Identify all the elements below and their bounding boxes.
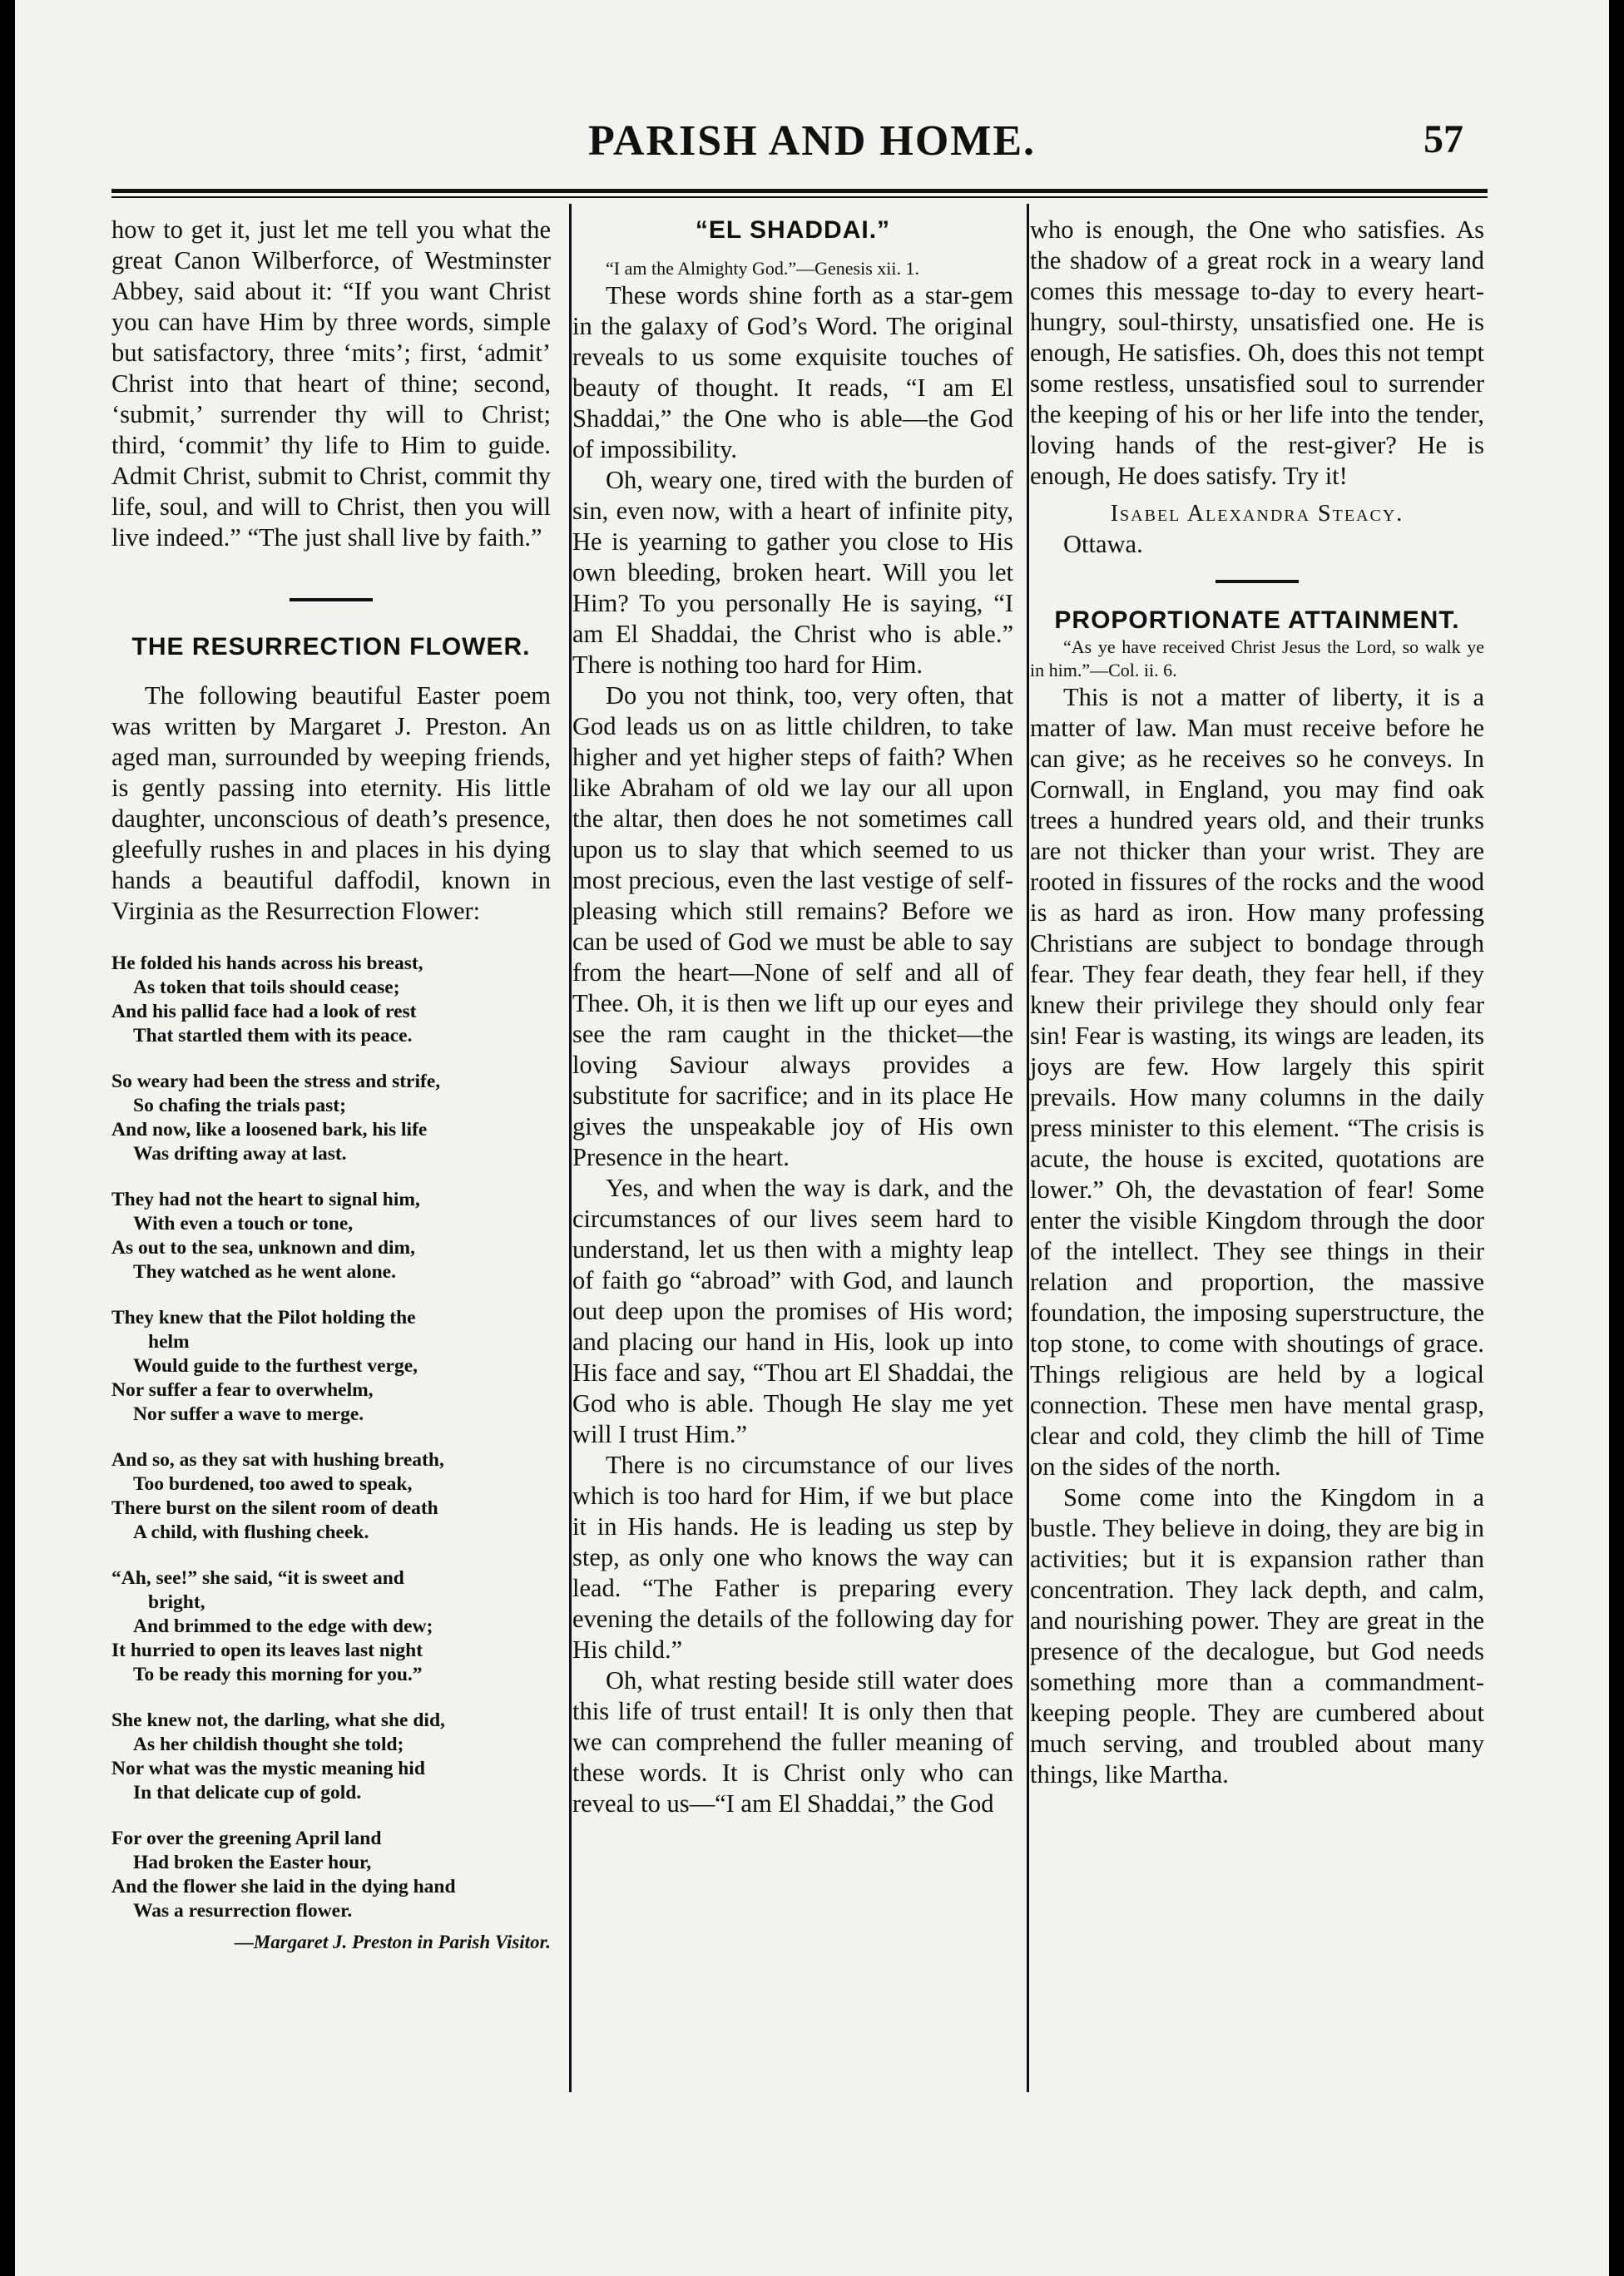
poem-line: Nor what was the mystic meaning hid (111, 1758, 425, 1779)
poem-line: And now, like a loosened bark, his life (111, 1119, 428, 1140)
continued-paragraph: who is enough, the One who satisfies. As the shadow of a great rock in a weary land comes this message to-day to every heart-hungry, soul-thirsty, unsatisfied one. He is enough, He satisfies. Oh, does this not tempt some restless, unsatisfied soul to surrender the keeping of his or her life into the tender, loving hands of the rest-giver? He is enough, He does satisfy. Try it! (1030, 215, 1484, 490)
poem-line: And brimmed to the edge with dew; (133, 1615, 433, 1637)
poem-line: And so, as they sat with hushing breath, (111, 1449, 444, 1471)
poem-line: That startled them with its peace. (133, 1025, 413, 1046)
poem-line: Would guide to the furthest verge, (133, 1355, 418, 1377)
poem-attribution: —Margaret J. Preston in Parish Visitor. (234, 1932, 551, 1952)
poem-line: Too burdened, too awed to speak, (133, 1473, 413, 1495)
poem-stanza (111, 952, 551, 1048)
poem-stanza (111, 1566, 551, 1687)
column-right (1030, 215, 1484, 1790)
article-paragraph: Oh, weary one, tired with the burden of sin, even now, with a heart of infinite pity, He is yearning to gather you close to His own bleeding, broken heart. Will you let Him? To you personally He is saying, “I am El Shaddai, the Christ who is able.” There is nothing too hard for Him. (572, 466, 1013, 679)
poem-line: They knew that the Pilot holding the (111, 1307, 416, 1328)
poem-stanza (111, 1709, 551, 1805)
poem-line: Nor suffer a wave to merge. (133, 1403, 364, 1425)
column-left (111, 215, 551, 1957)
poem-line: There burst on the silent room of death (111, 1497, 438, 1519)
poem-line: helm (148, 1331, 190, 1353)
article-paragraph: Some come into the Kingdom in a bustle. They believe in doing, they are big in activities; but it is expansion rather than concentration. They lack depth, and calm, and nourishing power. They are great in the presence of the decalogue, but God needs something more than a commandment-keeping people. They are cumbered about much serving, and troubled about many things, like Martha. (1030, 1483, 1484, 1789)
poem-line: Was drifting away at last. (133, 1143, 347, 1165)
article-epigraph: “I am the Almighty God.”—Genesis xii. 1. (606, 258, 919, 279)
article-title: THE RESURRECTION FLOWER. (131, 633, 531, 661)
article-paragraph: These words shine forth as a star-gem in the galaxy of God’s Word. The original reveals to us some exquisite touches of beauty of thought. It reads, “I am El Shaddai,” the One who is able—the God of impossibility. (572, 281, 1013, 463)
poem-stanza (111, 1306, 551, 1427)
poem-line: She knew not, the darling, what she did, (111, 1709, 445, 1731)
poem-line: To be ready this morning for you.” (133, 1664, 423, 1685)
article-title: PROPORTIONATE ATTAINMENT. (1054, 606, 1460, 634)
author-signature: Isabel Alexandra Steacy. (1110, 501, 1404, 527)
column-divider-right (1027, 204, 1029, 2092)
poem-stanza (111, 1827, 551, 1923)
poem-line: For over the greening April land (111, 1828, 382, 1849)
poem-line: “Ah, see!” she said, “it is sweet and (111, 1567, 404, 1589)
article-paragraph: Do you not think, too, very often, that God leads us on as little children, to take higher and yet higher steps of faith? When like Abraham of old we lay our all upon the altar, then does he not sometimes call upon us to slay that which seemed to us most precious, even the last vestige of self-pleasing which still remains? Before we can be used of God we must be able to say from the heart—None of self and all of Thee. Oh, it is then we lift up our eyes and see the ram caught in the thicket—the loving Saviour always provides a substitute for sacrifice; and in its place He gives the unspeakable joy of His own Presence in the heart. (572, 681, 1013, 1171)
article-epigraph: “As ye have received Christ Jesus the Lord, so walk ye in him.”—Col. ii. 6. (1030, 636, 1484, 680)
running-title: PARISH AND HOME. (587, 117, 1037, 165)
continued-paragraph: how to get it, just let me tell you what the great Canon Wilberforce, of Westminster Abbey, said about it: “If you want Christ you can have Him by three words, simple but satisfactory, three ‘mits’; first, ‘admit’ Christ into that heart of thine; second, ‘submit,’ surrender thy will to Christ; third, ‘commit’ thy life to Him to guide. Admit Christ, submit to Christ, commit thy life, soul, and will to Christ, then you will live indeed.” “The just shall live by faith.” (111, 215, 551, 552)
poem-line: They had not the heart to signal him, (111, 1189, 420, 1210)
poem-line: As her childish thought she told; (133, 1734, 404, 1755)
poem-line: Had broken the Easter hour, (133, 1852, 372, 1873)
poem-line: A child, with flushing cheek. (133, 1521, 369, 1543)
header-rule-thin (111, 196, 1488, 198)
page-number: 57 (1423, 117, 1463, 161)
author-place: Ottawa. (1063, 530, 1143, 558)
article-paragraph: Yes, and when the way is dark, and the circumstances of our lives seem hard to understand, let us then with a mighty leap of faith go “abroad” with God, and launch out deep upon the promises of His word; and placing our hand in His, look up into His face and say, “Thou art El Shaddai, the God who is able. Though He slay me yet will I trust Him.” (572, 1174, 1013, 1448)
poem (111, 952, 551, 1923)
poem-line: He folded his hands across his breast, (111, 952, 423, 974)
poem-line: And his pallid face had a look of rest (111, 1001, 417, 1022)
poem-line: Was a resurrection flower. (133, 1900, 353, 1922)
poem-line: In that delicate cup of gold. (133, 1782, 362, 1803)
poem-stanza (111, 1070, 551, 1166)
header-rule (111, 189, 1488, 193)
article-paragraph: This is not a matter of liberty, it is a matter of law. Man must receive before he can give; as he receives so he conveys. In Cornwall, in England, you may find oak trees a hundred years old, and their trunks are not thicker than your wrist. They are rooted in fissures of the rocks and the wood is as hard as iron. How many professing Christians are subject to bondage through fear. They fear death, they fear hell, if they knew their privilege they should only fear sin! Fear is wasting, its wings are leaden, its joys are few. How largely this spirit prevails. How many columns in the daily press minister to this element. “The crisis is acute, the house is excited, quotations are lower.” Oh, the devastation of fear! Some enter the visible Kingdom through the door of the intellect. They see things in their relation and proportion, the massive foundation, the imposing superstructure, the top stone, to come with shoutings of grace. Things religious are held by a logical connection. These men have mental grasp, clear and cold, they climb the hill of Time on the sides of the north. (1030, 683, 1484, 1481)
poem-line: Nor suffer a fear to overwhelm, (111, 1379, 374, 1401)
column-divider-left (569, 204, 572, 2092)
poem-line: As out to the sea, unknown and dim, (111, 1237, 415, 1259)
article-paragraph: Oh, what resting beside still water does this life of trust entail! It is only then that we can comprehend the fuller meaning of these words. It is Christ only who can reveal to us—“I am El Shaddai,” the God (572, 1666, 1013, 1818)
poem-stanza (111, 1448, 551, 1545)
poem-line: With even a touch or tone, (133, 1213, 354, 1234)
article-paragraph: There is no circumstance of our lives which is too hard for Him, if we but place it in His hands. He is leading us step by step, as only one who knows the way can lead. “The Father is preparing every evening the details of the following day for His child.” (572, 1451, 1013, 1664)
article-title: “EL SHADDAI.” (695, 216, 891, 244)
column-middle (572, 215, 1013, 1819)
page-header (15, 116, 1609, 183)
poem-line: And the flower she laid in the dying hand (111, 1876, 456, 1897)
article-intro: The following beautiful Easter poem was written by Margaret J. Preston. An aged man, surrounded by weeping friends, is gently passing into eternity. His little daughter, unconscious of death’s presence, gleefully rushes in and places in his dying hands a beautiful daffodil, known in Virginia as the Resurrection Flower: (111, 681, 551, 925)
poem-line: So weary had been the stress and strife, (111, 1071, 441, 1092)
poem-line: They watched as he went alone. (133, 1261, 396, 1283)
poem-line: It hurried to open its leaves last night (111, 1640, 423, 1661)
poem-line: bright, (148, 1591, 205, 1613)
poem-line: So chafing the trials past; (133, 1095, 346, 1116)
poem-line: As token that toils should cease; (133, 977, 400, 998)
poem-stanza (111, 1188, 551, 1284)
